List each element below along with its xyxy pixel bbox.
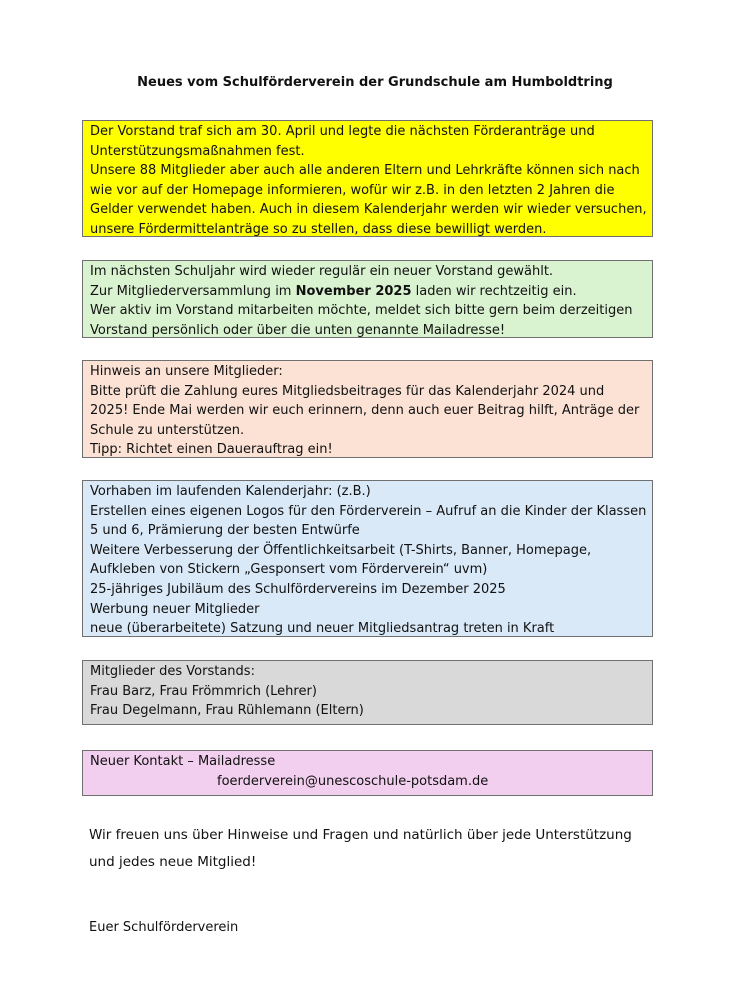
board-members-box	[82, 660, 653, 725]
text-line: Bitte prüft die Zahlung eures Mitgliedsbeitrages für das Kalenderjahr 2024 und	[90, 383, 605, 399]
text-line: und jedes neue Mitglied!	[89, 854, 257, 870]
text-line: Weitere Verbesserung der Öffentlichkeitsarbeit (T-Shirts, Banner, Homepage,	[90, 542, 592, 558]
board-election-box	[82, 260, 653, 338]
text-line: Tipp: Richtet einen Dauerauftrag ein!	[90, 442, 333, 458]
plans-box	[82, 480, 653, 637]
text-line: Gelder verwendet haben. Auch in diesem Kalenderjahr werden wir wieder versuchen,	[90, 202, 647, 218]
closing-text	[89, 822, 689, 876]
text-segment: Zur Mitgliederversammlung im	[90, 283, 296, 299]
membership-fee-box	[82, 360, 653, 458]
signature: Euer Schulförderverein	[89, 920, 239, 935]
text-line: Hinweis an unsere Mitglieder:	[90, 364, 283, 379]
contact-heading: Neuer Kontakt – Mailadresse	[90, 754, 276, 769]
text-line: Vorhaben im laufenden Kalenderjahr: (z.B.)	[90, 484, 371, 499]
text-line: Wer aktiv im Vorstand mitarbeiten möchte, meldet sich bitte gern beim derzeitigen	[90, 303, 633, 319]
text-line: Frau Barz, Frau Frömmrich (Lehrer)	[90, 683, 317, 699]
text-line: Der Vorstand traf sich am 30. April und legte die nächsten Förderanträge und	[90, 124, 595, 139]
text-line: neue (überarbeitete) Satzung und neuer Mitgliedsantrag treten in Kraft	[90, 621, 555, 637]
meeting-date: November 2025	[295, 283, 412, 299]
text-line: Unsere 88 Mitglieder aber auch alle anderen Eltern und Lehrkräfte können sich nach	[90, 163, 640, 179]
text-line: Wir freuen uns über Hinweise und Fragen und natürlich über jede Unterstützung	[89, 827, 632, 843]
text-line: Vorstand persönlich oder über die unten genannte Mailadresse!	[90, 322, 506, 338]
page-title: Neues vom Schulförderverein der Grundschule am Humboldtring	[137, 75, 613, 90]
text-segment: laden wir rechtzeitig ein.	[411, 283, 577, 299]
text-line: Werbung neuer Mitglieder	[90, 601, 260, 617]
text-line: Schule zu unterstützen.	[90, 422, 245, 438]
text-line: unsere Fördermittelanträge so zu stellen, dass diese bewilligt werden.	[90, 221, 547, 237]
text-line: wie vor auf der Homepage informieren, wofür wir z.B. in den letzten 2 Jahren die	[90, 182, 615, 198]
email-address[interactable]: foerderverein@unescoschule-potsdam.de	[217, 773, 489, 789]
contact-box	[82, 750, 653, 796]
text-line	[90, 282, 645, 302]
text-line: Im nächsten Schuljahr wird wieder regulär ein neuer Vorstand gewählt.	[90, 264, 554, 279]
text-line: 2025! Ende Mai werden wir euch erinnern, denn auch euer Beitrag hilft, Anträge der	[90, 403, 640, 419]
text-line: Unterstützungsmaßnahmen fest.	[90, 143, 305, 159]
text-line: 25-jähriges Jubiläum des Schulfördervereins im Dezember 2025	[90, 581, 506, 597]
text-line: Aufkleben von Stickern „Gesponsert vom Förderverein“ uvm)	[90, 562, 488, 578]
board-meeting-box	[82, 120, 653, 237]
text-line: 5 und 6, Prämierung der besten Entwürfe	[90, 523, 360, 539]
text-line: Frau Degelmann, Frau Rühlemann (Eltern)	[90, 703, 364, 719]
text-line: Mitglieder des Vorstands:	[90, 664, 255, 679]
text-line: Erstellen eines eigenen Logos für den Förderverein – Aufruf an die Kinder der Klassen	[90, 503, 647, 519]
